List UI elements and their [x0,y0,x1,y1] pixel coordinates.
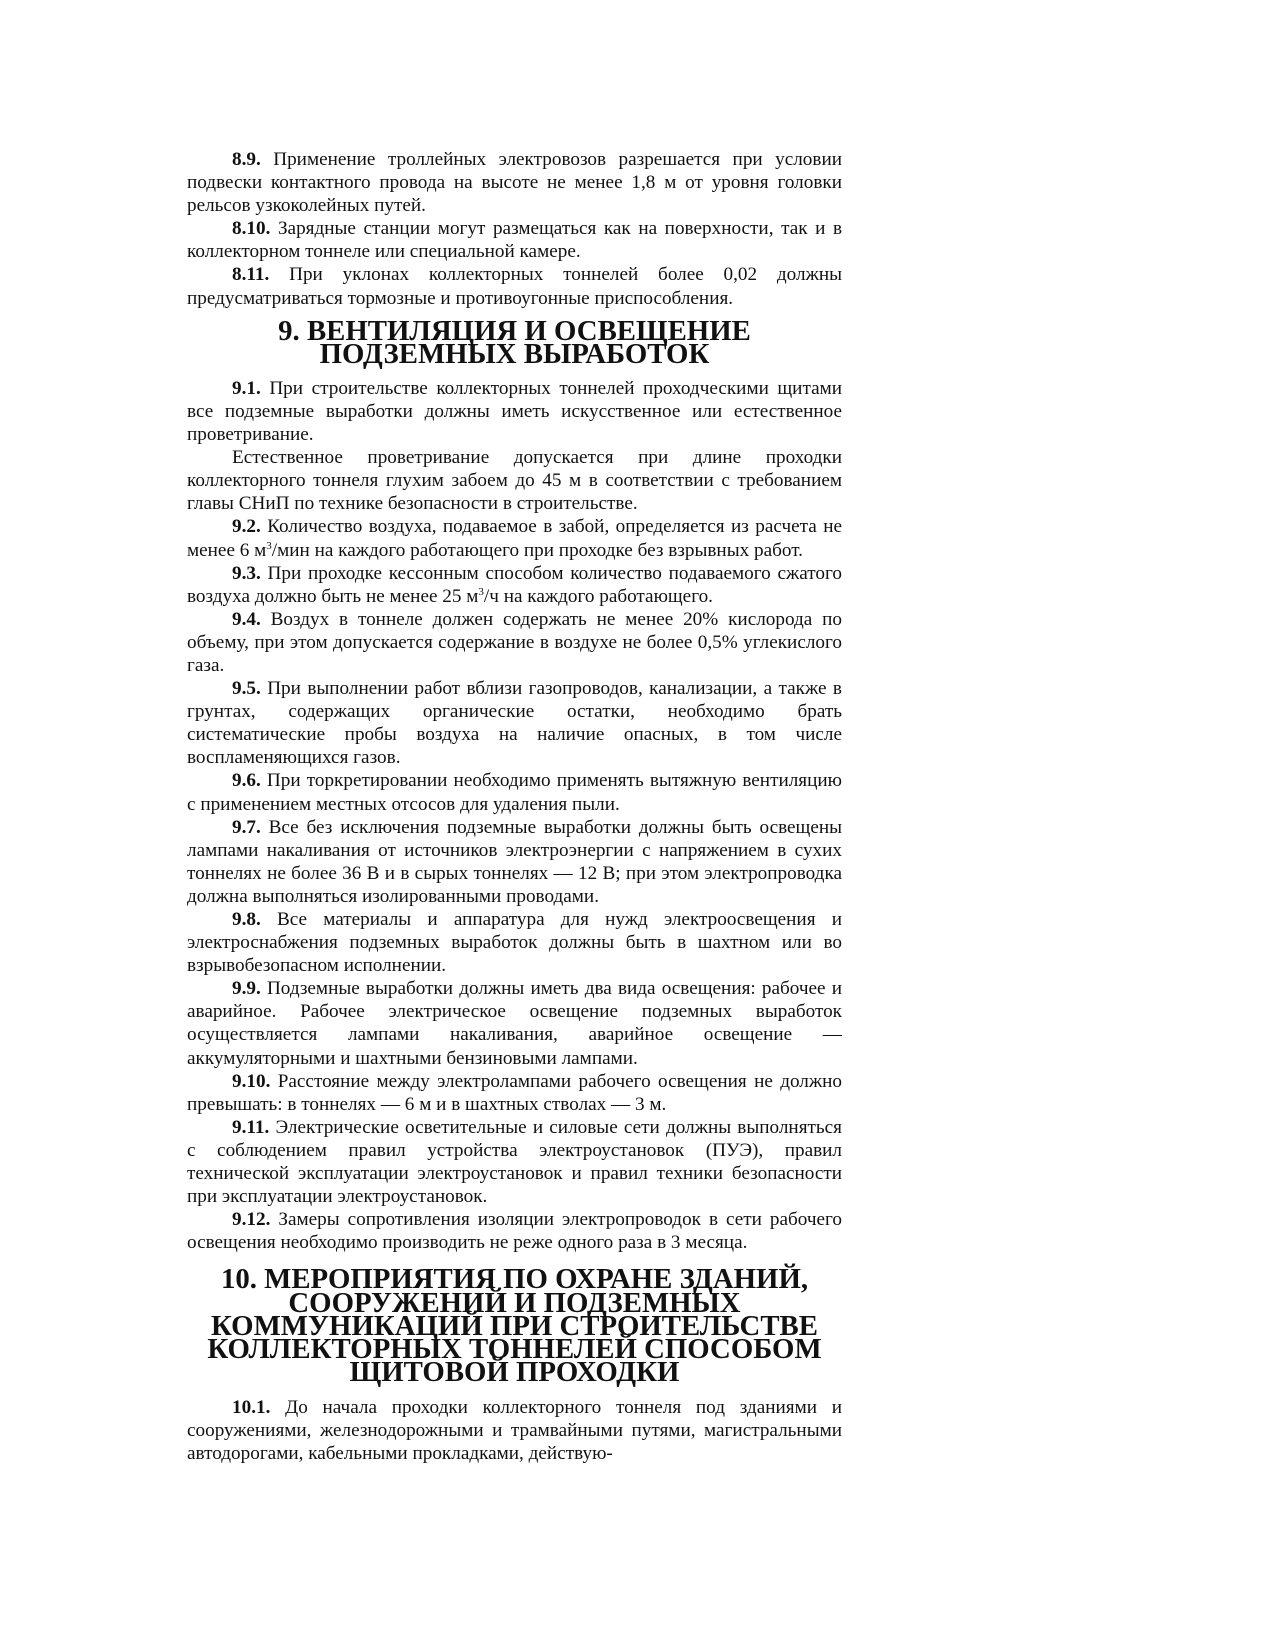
clause-number: 9.1. [232,377,261,399]
clause-number: 8.10. [232,218,271,240]
clause-number: 9.3. [232,562,261,584]
paragraph-9-1-continued [187,446,842,515]
paragraph-8-11 [187,263,842,309]
section-9-heading: 9. ВЕНТИЛЯЦИЯ И ОСВЕЩЕНИЕ ПОДЗЕМНЫХ ВЫРАБОТОК [278,314,751,370]
clause-text: /мин на каждого работающего при проходке без взрывных работ. [271,539,803,561]
clause-text: До начала проходки коллекторного тоннеля под зданиями и сооружениями, железнодорожными и трамвайными путями, магистральными автодорогами, кабельными прокладками, действую- [187,1396,842,1465]
clause-text: Замеры сопротивления изоляции электропроводок в сети рабочего освещения необходимо производить не реже одного раза в 3 месяца. [187,1209,842,1254]
clause-number: 9.11. [232,1116,270,1138]
clause-text: Применение троллейных электровозов разрешается при условии подвески контактного провода на высоте не менее 1,8 м от уровня головки рельсов узкоколейных путей. [187,149,842,217]
clause-number: 8.9. [232,149,261,170]
paragraph-9-5 [187,677,842,769]
paragraph-10-1 [187,1396,842,1465]
paragraph-9-4 [187,608,842,677]
clause-number: 9.2. [232,516,261,538]
clause-text: Расстояние между электролампами рабочего освещения не должно превышать: в тоннелях — 6 м и в шахтных стволах — 3 м. [187,1070,842,1115]
clause-text: Воздух в тоннеле должен содержать не менее 20% кислорода по объему, при этом допускается содержание в воздухе не более 0,5% углекислого газа. [187,608,842,676]
paragraph-9-9 [187,977,842,1069]
clause-text: Электрические осветительные и силовые сети должны выполняться с соблюдением правил устройства электроустановок (ПУЭ), правил технической эксплуатации электроустановок и правил техники безопасности при эксплуатации электроустановок. [187,1116,842,1208]
paragraph-9-1 [187,377,842,446]
paragraph-9-10 [187,1070,842,1116]
clause-text: Все без исключения подземные выработки должны быть освещены лампами накаливания от источников электроэнергии с напряжением в сухих тоннелях не более 36 В и в сырых тоннелях — 12 В; при этом электропроводка должна выполняться изолированными проводами. [187,816,842,907]
paragraph-9-7 [187,816,842,908]
paragraph-9-12 [187,1208,842,1254]
clause-text: Зарядные станции могут размещаться как на поверхности, так и в коллекторном тоннеле или специальной камере. [187,218,842,263]
clause-number: 9.12. [232,1209,271,1231]
clause-text: Естественное проветривание допускается при длине проходки коллекторного тоннеля глухим забоем до 45 м в соответствии с требованием главы СНиП по технике безопасности в строительстве. [187,447,842,515]
paragraph-8-10 [187,217,842,263]
clause-number: 10.1. [232,1396,271,1418]
clause-text: При проходке кессонным способом количество подаваемого сжатого воздуха должно быть не менее 25 м [187,562,842,607]
clause-number: 9.10. [232,1070,271,1092]
clause-text: При уклонах коллекторных тоннелей более 0,02 должны предусматриваться тормозные и противоугонные приспособления. [187,264,842,309]
superscript: 3 [478,585,484,598]
clause-text: Все материалы и аппаратура для нужд электроосвещения и электроснабжения подземных выработок должны быть в шахтном или во взрывобезопасном исполнении. [187,909,842,977]
clause-number: 9.8. [232,909,261,930]
clause-text: При выполнении работ вблизи газопроводов, канализации, а также в грунтах, содержащих органические остатки, необходимо брать систематические пробы воздуха на наличие опасных, в том числе воспламеняющихся газов. [187,678,842,769]
paragraph-8-9 [187,148,842,217]
clause-number: 9.7. [232,816,261,838]
clause-text: Количество воздуха, подаваемое в забой, определяется из расчета не менее 6 м [187,516,842,561]
superscript: 3 [266,539,272,552]
paragraph-9-6 [187,769,842,815]
clause-number: 9.9. [232,978,261,1000]
clause-text: /ч на каждого работающего. [483,585,713,607]
clause-text: При строительстве коллекторных тоннелей проходческими щитами все подземные выработки должны иметь искусственное или естественное проветривание. [187,377,842,446]
clause-number: 8.11. [232,264,270,286]
clause-number: 9.5. [232,678,261,700]
clause-number: 9.4. [232,608,261,630]
paragraph-9-8 [187,908,842,977]
clause-text: Подземные выработки должны иметь два вида освещения: рабочее и аварийное. Рабочее электрическое освещение подземных выработок осуществляется лампами накаливания, аварийное освещение — аккумуляторными и шахтными бензиновыми лампами. [187,978,842,1069]
section-10-heading: 10. МЕРОПРИЯТИЯ ПО ОХРАНЕ ЗДАНИЙ, СООРУЖЕНИЙ И ПОДЗЕМНЫХ КОММУНИКАЦИЙ ПРИ СТРОИТЕЛЬСТВЕ КОЛЛЕКТОРНЫХ ТОННЕЛЕЙ СПОСОБОМ ЩИТОВОЙ ПРОХОДКИ [207,1263,822,1388]
paragraph-9-11 [187,1116,842,1208]
paragraph-9-3 [187,562,842,608]
document-page [187,148,842,1465]
clause-text: При торкретировании необходимо применять вытяжную вентиляцию с применением местных отсосов для удаления пыли. [187,770,842,815]
paragraph-9-2 [187,515,842,561]
clause-number: 9.6. [232,770,261,792]
